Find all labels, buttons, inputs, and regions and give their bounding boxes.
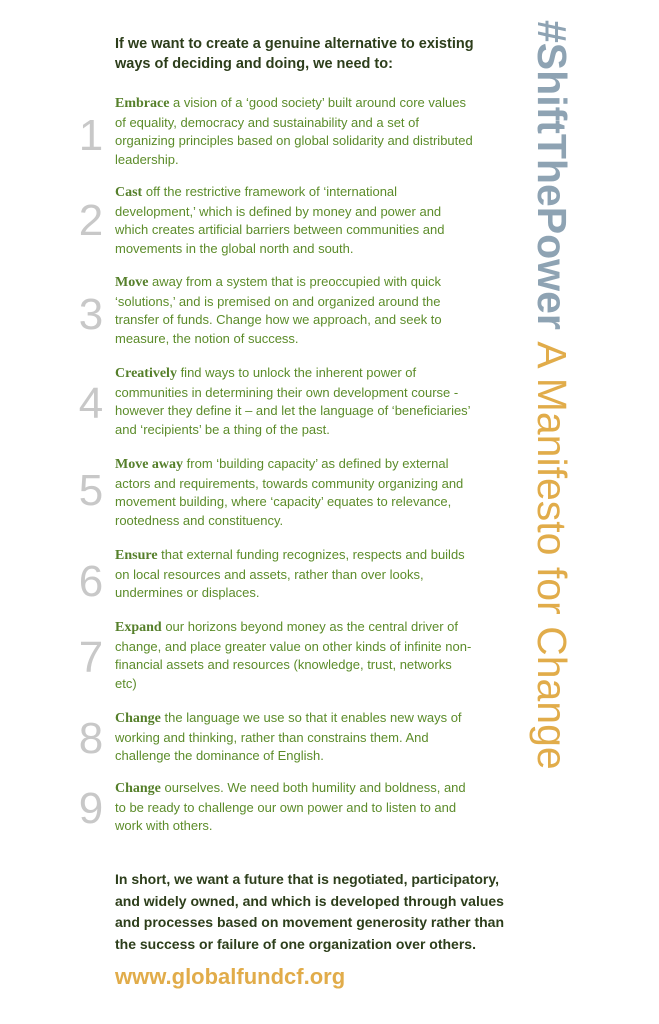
item-keyword: Cast [115,185,143,200]
item-text [115,183,475,258]
item-text [115,455,475,530]
item-body: find ways to unlock the inherent power of communities in determining their own development course - however they define it – and let the language of ‘beneficiaries’ and ‘recipients’ be a thing of the past. [115,365,471,437]
item-keyword: Ensure [115,548,158,563]
vertical-title [527,20,577,920]
item-body: off the restrictive framework of ‘international development,’ which is defined by money and power and which creates artificial barriers between communities and movements in the global north and south. [115,184,445,256]
item-text [115,273,475,348]
item-keyword: Change [115,781,161,796]
item-text [115,618,475,693]
item-keyword: Move [115,275,149,290]
item-keyword: Expand [115,620,162,635]
item-number: 5 [78,466,104,515]
item-number: 9 [78,784,104,833]
item-number: 1 [78,111,104,160]
manifesto-subtitle: A Manifesto for Change [529,341,575,770]
hashtag-title: #ShiftThePower [529,20,575,330]
item-text [115,709,475,766]
item-number: 4 [78,379,104,428]
item-text [115,94,475,169]
item-number: 3 [78,290,104,339]
item-body: a vision of a ‘good society’ built around core values of equality, democracy and sustainability and a set of organizing principles based on global solidarity and distributed leadership. [115,95,473,167]
item-text [115,546,475,603]
item-body: from ‘building capacity’ as defined by external actors and requirements, towards community organizing and movement building, where ‘capacity’ equates to relevance, rootedness and constituency. [115,456,464,528]
item-number: 7 [78,633,104,682]
item-text [115,779,475,836]
item-text [115,364,475,439]
item-keyword: Creatively [115,366,177,381]
intro-heading: If we want to create a genuine alternative to existing ways of deciding and doing, we need to: [115,36,474,72]
item-body: the language we use so that it enables new ways of working and thinking, rather than constrains them. And challenge the dominance of English. [115,710,462,764]
item-keyword: Embrace [115,96,170,111]
item-body: that external funding recognizes, respects and builds on local resources and assets, rather than over looks, undermines or displaces. [115,547,465,601]
item-body: away from a system that is preoccupied with quick ‘solutions,’ and is premised on and organized around the transfer of funds. Change how we approach, and seek to measure, the notion of success. [115,274,442,346]
item-body: ourselves. We need both humility and boldness, and to be ready to challenge our own power and to listen to and work with others. [115,780,466,834]
item-number: 8 [78,714,104,763]
item-number: 6 [78,557,104,606]
item-keyword: Move away [115,457,184,472]
item-body: our horizons beyond money as the central driver of change, and place greater value on other kinds of infinite non-financial assets and resources (knowledge, trust, networks etc) [115,619,472,691]
item-keyword: Change [115,711,161,726]
website-link[interactable]: www.globalfundcf.org [115,964,346,989]
item-number: 2 [78,196,104,245]
summary-paragraph: In short, we want a future that is negotiated, participatory, and widely owned, and which is developed through values and processes based on movement generosity rather than the success or failure of one organization over others. [115,871,505,952]
